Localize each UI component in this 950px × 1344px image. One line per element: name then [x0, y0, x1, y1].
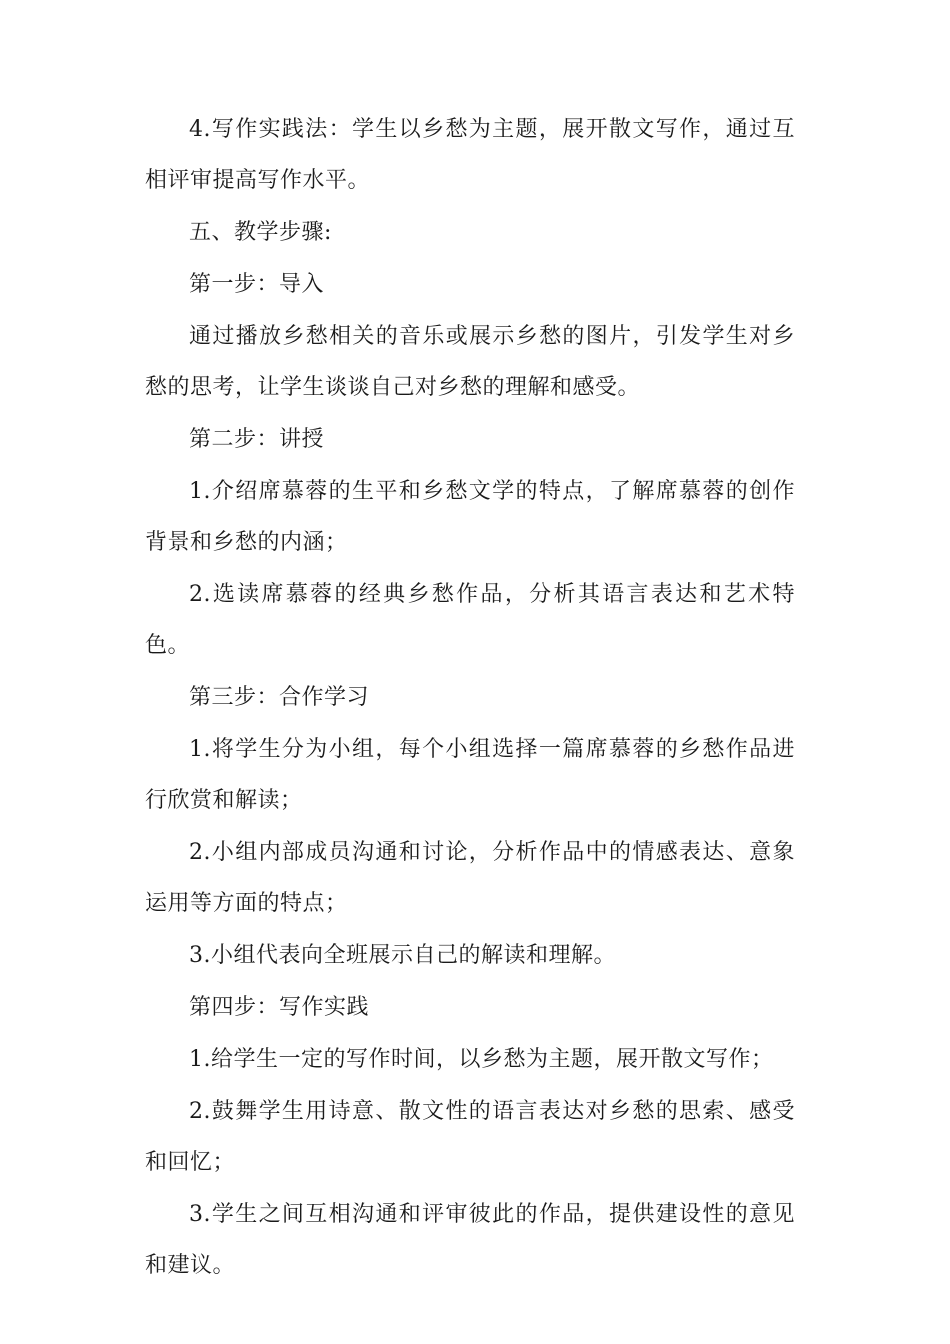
heading-teaching-steps: 五、教学步骤: — [189, 220, 332, 245]
paragraph-step-four-item-2: 2.鼓舞学生用诗意、散文性的语言表达对乡愁的思索、感受和回忆； — [145, 1099, 795, 1175]
paragraph-step-two-item-2: 2.选读席慕蓉的经典乡愁作品，分析其语言表达和艺术特色。 — [145, 582, 795, 658]
paragraph-step-two-item-1: 1.介绍席慕蓉的生平和乡愁文学的特点，了解席慕蓉的创作背景和乡愁的内涵； — [145, 479, 795, 555]
paragraph-step-one-intro: 通过播放乡愁相关的音乐或展示乡愁的图片，引发学生对乡愁的思考，让学生谈谈自己对乡愁的理解和感受。 — [145, 324, 795, 400]
paragraph-step-four-item-1: 1.给学生一定的写作时间，以乡愁为主题，展开散文写作； — [189, 1047, 774, 1072]
paragraph-step-three-item-2: 2.小组内部成员沟通和讨论，分析作品中的情感表达、意象运用等方面的特点； — [145, 840, 795, 916]
heading-step-one: 第一步：导入 — [189, 272, 325, 297]
paragraph-writing-practice-method: 4.写作实践法：学生以乡愁为主题，展开散文写作，通过互相评审提高写作水平。 — [145, 117, 795, 193]
paragraph-step-three-item-3: 3.小组代表向全班展示自己的解读和理解。 — [189, 943, 616, 968]
heading-step-four: 第四步：写作实践 — [189, 995, 370, 1020]
document-body — [145, 104, 795, 1292]
heading-step-two: 第二步：讲授 — [189, 427, 325, 452]
paragraph-step-three-item-1: 1.将学生分为小组，每个小组选择一篇席慕蓉的乡愁作品进行欣赏和解读； — [145, 737, 795, 813]
heading-step-three: 第三步：合作学习 — [189, 685, 370, 710]
paragraph-step-four-item-3: 3.学生之间互相沟通和评审彼此的作品，提供建设性的意见和建议。 — [145, 1202, 795, 1278]
